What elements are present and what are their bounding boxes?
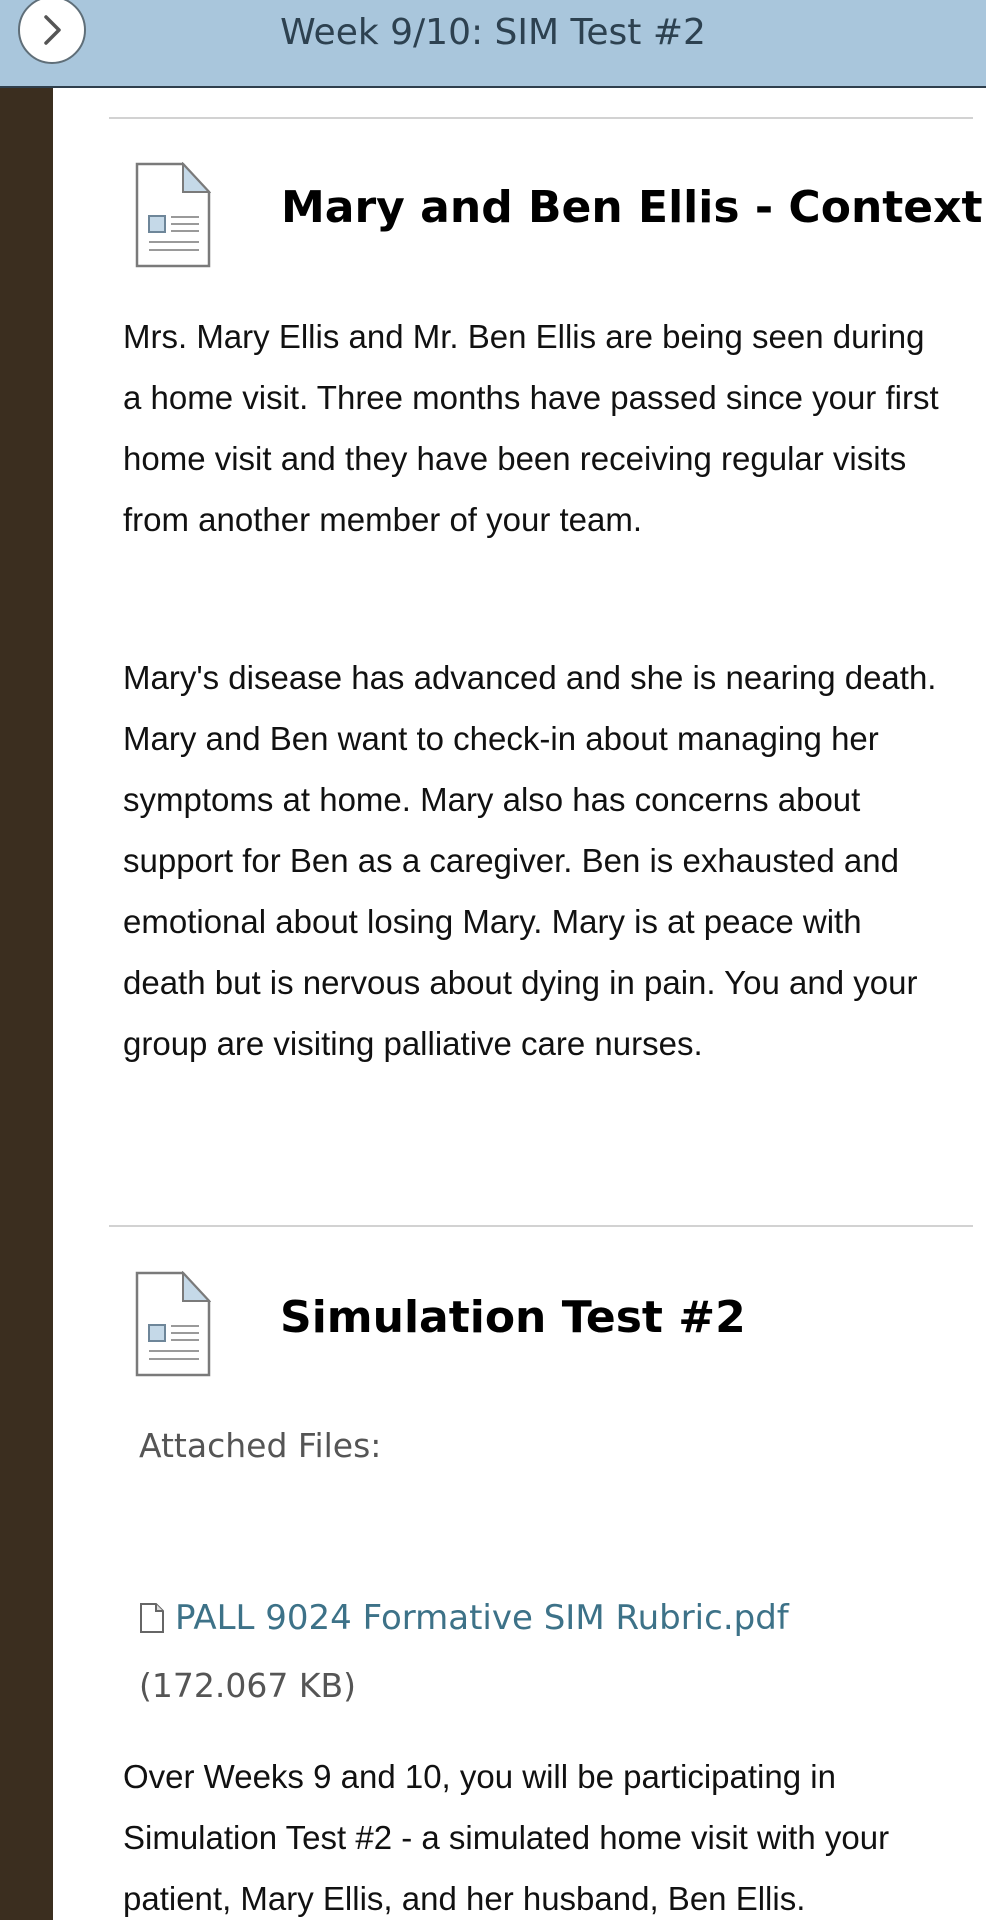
document-icon — [135, 1271, 211, 1382]
context-paragraph: Mary's disease has advanced and she is nearing death. Mary and Ben want to check-in about managing her symptoms at home. Mary also has concerns about support for Ben as a caregiver. Ben is exhausted and emotional about losing Mary. Mary is at peace with death but is nervous about dying in pain. You and your group are visiting palliative care nurses. — [123, 659, 937, 1062]
document-icon — [135, 162, 211, 273]
attachment-link[interactable]: PALL 9024 Formative SIM Rubric.pdf — [175, 1598, 789, 1638]
section-title: Mary and Ben Ellis - Context — [281, 182, 983, 233]
page-title: Week 9/10: SIM Test #2 — [280, 12, 706, 53]
attachment-size: (172.067 KB) — [139, 1666, 356, 1705]
chevron-right-icon — [37, 13, 67, 47]
simulation-paragraph: Over Weeks 9 and 10, you will be participating in Simulation Test #2 - a simulated home visit with your patient, Mary Ellis, and her husband, Ben Ellis. — [123, 1758, 890, 1917]
content-area — [53, 88, 986, 1920]
attached-files-label: Attached Files: — [139, 1426, 382, 1465]
attachment-row — [139, 1598, 789, 1638]
file-icon — [139, 1602, 165, 1634]
divider — [109, 117, 973, 119]
context-paragraph: Mrs. Mary Ellis and Mr. Ben Ellis are being seen during a home visit. Three months have passed since your first home visit and they have been receiving regular visits from another member of your team. — [123, 318, 939, 538]
header-bar — [0, 0, 986, 88]
section-title: Simulation Test #2 — [280, 1292, 746, 1343]
divider — [109, 1225, 973, 1227]
